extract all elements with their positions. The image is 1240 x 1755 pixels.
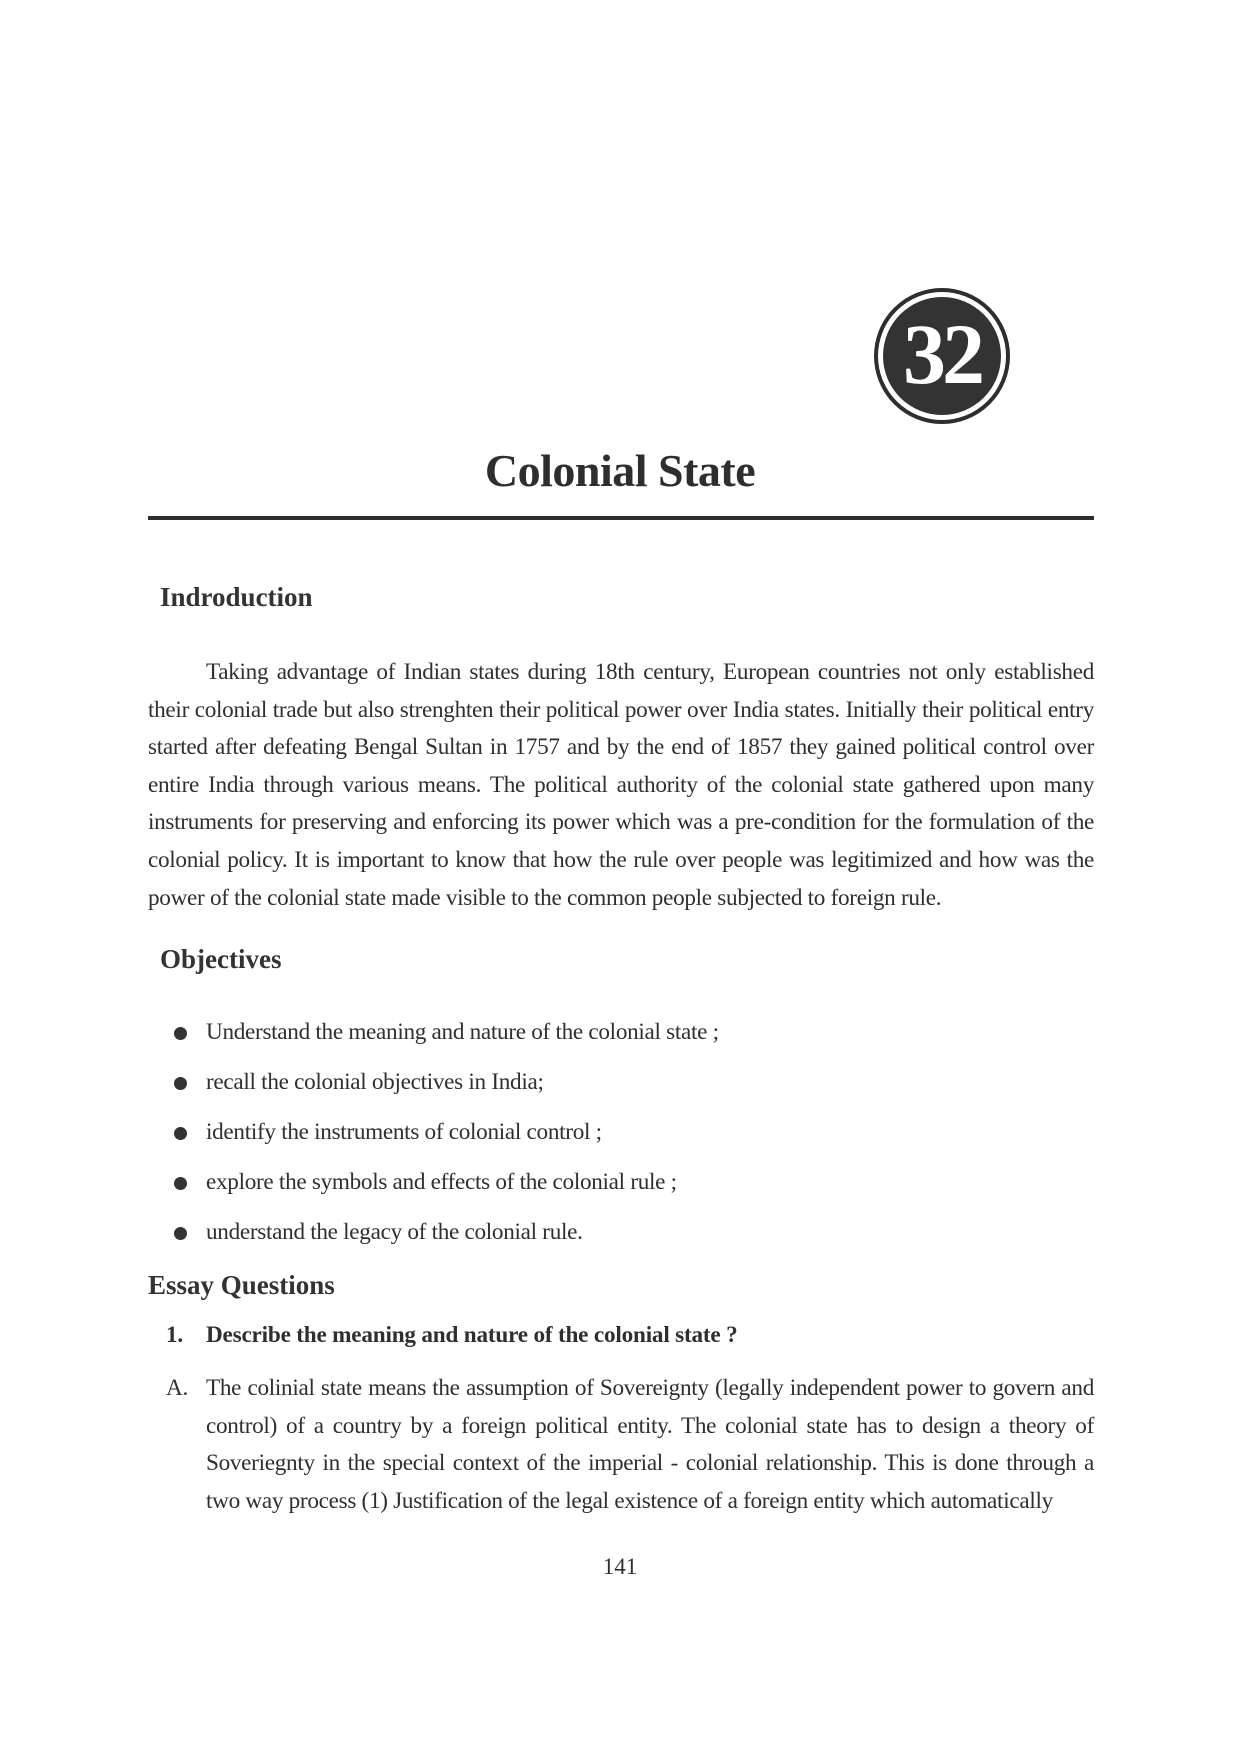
objective-item <box>148 1114 1094 1164</box>
bullet-icon <box>174 1227 187 1240</box>
question-number: 1. <box>166 1322 183 1348</box>
objective-item <box>148 1214 1094 1264</box>
introduction-paragraph: Taking advantage of Indian states during 18th century, European countries not only established their colonial trade but also strenghten their political power over India states. Initially their political entry started after defeating Bengal Sultan in 1757 and by the end of 1857 they gained political control over entire India through various means. The political authority of the colonial state gathered upon many instruments for preserving and enforcing its power which was a pre-condition for the formulation of the colonial policy. It is important to know that how the rule over people was legitimized and how was the power of the colonial state made visible to the common people subjected to foreign rule. <box>148 659 1094 911</box>
bullet-icon <box>174 1127 187 1140</box>
answer-1 <box>166 1370 1094 1520</box>
objectives-heading: Objectives <box>160 944 282 974</box>
chapter-number-circle <box>883 297 1001 415</box>
objective-item <box>148 1064 1094 1114</box>
answer-marker: A. <box>166 1375 188 1401</box>
objective-item <box>148 1014 1094 1064</box>
objectives-list <box>148 1014 1094 1264</box>
chapter-title: Colonial State <box>484 445 756 496</box>
objective-text: explore the symbols and effects of the colonial rule ; <box>206 1169 677 1195</box>
question-text: Describe the meaning and nature of the colonial state ? <box>206 1322 738 1348</box>
objective-text: understand the legacy of the colonial rule. <box>206 1219 583 1245</box>
bullet-icon <box>174 1077 187 1090</box>
objective-text: identify the instruments of colonial control ; <box>206 1119 602 1145</box>
chapter-number-badge <box>874 288 1010 424</box>
essay-questions-heading: Essay Questions <box>148 1270 335 1300</box>
bullet-icon <box>174 1027 187 1040</box>
objective-text: Understand the meaning and nature of the colonial state ; <box>206 1019 719 1045</box>
page-number: 141 <box>602 1554 638 1579</box>
introduction-heading: Indroduction <box>160 582 313 612</box>
bullet-icon <box>174 1177 187 1190</box>
answer-text: The colinial state means the assumption of Sovereignty (legally independent power to govern and control) of a country by a foreign political entity. The colonial state has to design a theory of Soveriegnty in the special context of the imperial - colonial relationship. This is done through a two way process (1) Justification of the legal existence of a foreign entity which automatically <box>206 1375 1094 1514</box>
title-divider <box>148 516 1094 520</box>
objective-item <box>148 1164 1094 1214</box>
objective-text: recall the colonial objectives in India; <box>206 1069 544 1095</box>
question-1 <box>166 1322 738 1349</box>
chapter-number: 32 <box>903 306 981 402</box>
